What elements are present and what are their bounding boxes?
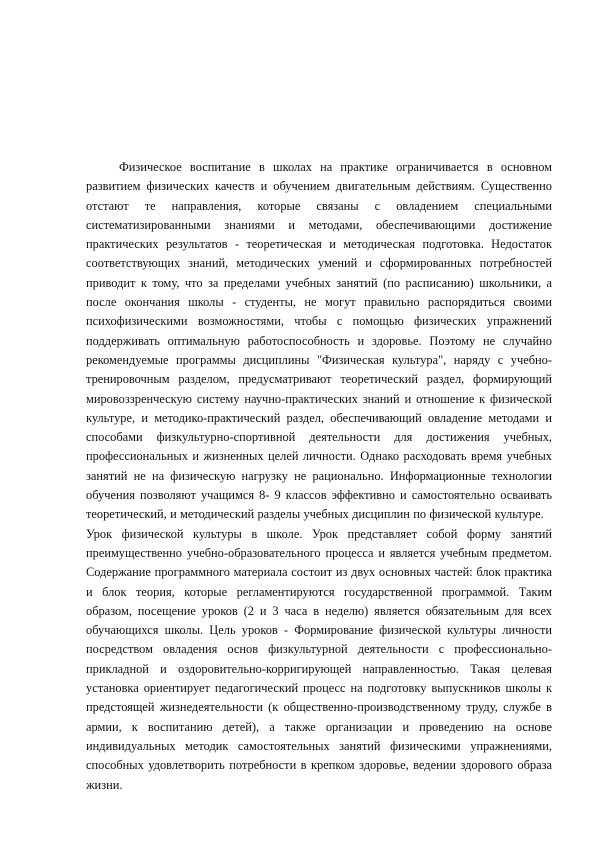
paragraph-physical-education: Физическое воспитание в школах на практике ограничивается в основном развитием физических качеств и обучением двигательным действиям. Существенно отстают те направления, которые связаны с овладением специальными систематизированными знаниями и методами, обеспечивающими достижение практических результатов - теоретическая и методическая подготовка. Недостаток соответствующих знаний, методических умений и сформированных потребностей приводит к тому, что за пределами учебных занятий (по расписанию) школьники, а после окончания школы - студенты, не могут правильно распорядиться своими психофизическими возможностями, чтобы с помощью физических упражнений поддерживать оптимальную работоспособность и здоровье. Поэтому не случайно рекомендуемые программы дисциплины "Физическая культура", наряду с учебно-тренировочным разделом, предусматривают теоретический раздел, формирующий мировоззренческую систему научно-практических знаний и отношение к физической культуре, и методико-практический раздел, обеспечивающий овладение методами и способами физкультурно-спортивной деятельности для достижения учебных, профессиональных и жизненных целей личности. Однако расходовать время учебных занятий не на физическую нагрузку не рационально. Информационные технологии обучения позволяют учащимся 8- 9 классов эффективно и самостоятельно осваивать теоретический, и методический разделы учебных дисциплин по физической культуре. [86, 160, 552, 522]
document-body [86, 158, 552, 795]
paragraph-pe-lesson: Урок физической культуры в школе. Урок представляет собой форму занятий преимущественно учебно-образовательного процесса и является учебным предметом. Содержание программного материала состоит из двух основных частей: блок практика и блок теория, которые регламентируются государственной программой. Таким образом, посещение уроков (2 и 3 часа в неделю) является обязательным для всех обучающихся школы. Цель уроков - Формирование физической культуры личности посредством овладения основ физкультурной деятельности с профессионально-прикладной и оздоровительно-корригирующей направленностью. Такая целевая установка ориентирует педагогический процесс на подготовку выпускников школы к предстоящей жизнедеятельности (к общественно-производственному труду, службе в армии, к воспитанию детей), а также организации и проведению на основе индивидуальных методик самостоятельных занятий физическими упражнениями, способных удовлетворить потребности в крепком здоровье, ведении здорового образа жизни. [86, 526, 552, 792]
